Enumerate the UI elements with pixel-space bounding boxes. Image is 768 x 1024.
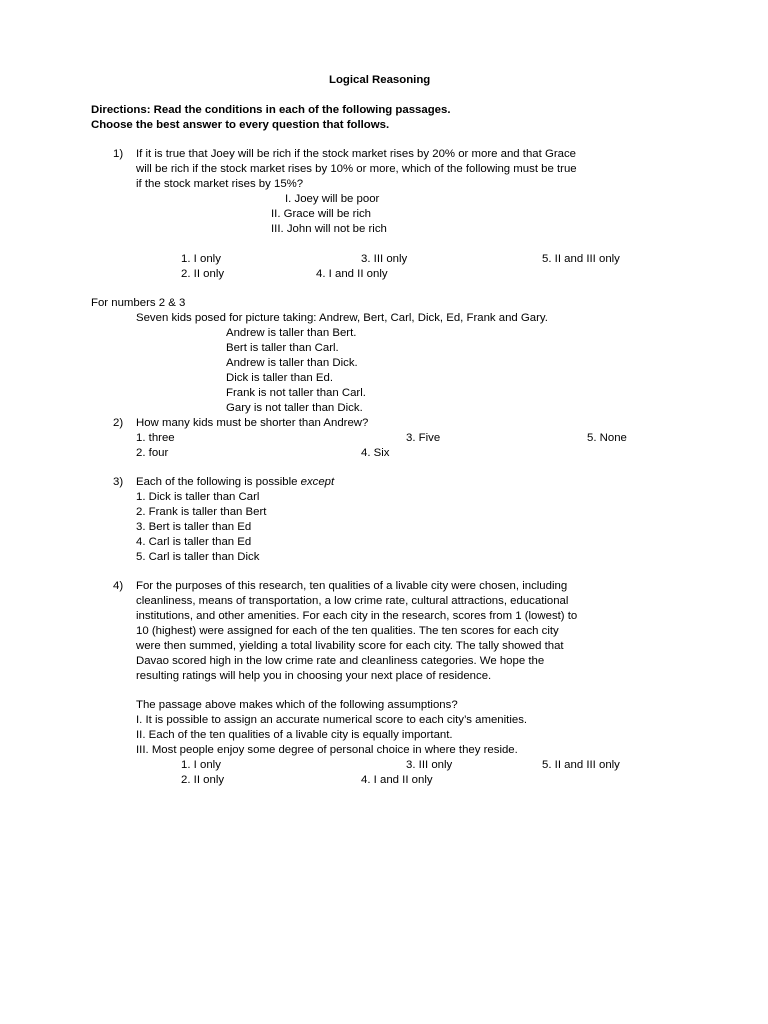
q4-number: 4) [113, 580, 124, 592]
q1-choice: 5. II and III only [542, 253, 620, 265]
q3-number: 3) [113, 476, 124, 488]
q3-choice: 2. Frank is taller than Bert [136, 506, 267, 518]
q4-question: The passage above makes which of the following assumptions? [136, 699, 458, 711]
q4-passage-line: cleanliness, means of transportation, a low crime rate, cultural attractions, educational [136, 595, 569, 607]
q4-passage-line: resulting ratings will help you in choosing your next place of residence. [136, 670, 492, 682]
q3-choice: 1. Dick is taller than Carl [136, 491, 260, 503]
q4-choice: 4. I and II only [361, 774, 433, 786]
condition-line: Bert is taller than Carl. [226, 342, 339, 354]
q2-choice: 2. four [136, 447, 169, 459]
directions-line-1: Directions: Read the conditions in each of the following passages. [91, 104, 451, 116]
q3-choice: 4. Carl is taller than Ed [136, 536, 252, 548]
q4-passage-line: 10 (highest) were assigned for each of the ten qualities. The ten scores for each city [136, 625, 559, 637]
q3-choice: 3. Bert is taller than Ed [136, 521, 252, 533]
q1-statement: III. John will not be rich [271, 223, 387, 235]
q4-statement: I. It is possible to assign an accurate numerical score to each city’s amenities. [136, 714, 528, 726]
q1-choice: 4. I and II only [316, 268, 388, 280]
q4-passage-line: institutions, and other amenities. For each city in the research, scores from 1 (lowest) to [136, 610, 578, 622]
condition-line: Andrew is taller than Bert. [226, 327, 357, 339]
q3-text [136, 475, 334, 490]
q4-choice: 3. III only [406, 759, 453, 771]
set-intro: Seven kids posed for picture taking: Andrew, Bert, Carl, Dick, Ed, Frank and Gary. [136, 312, 548, 324]
q4-statement: III. Most people enjoy some degree of personal choice in where they reside. [136, 744, 518, 756]
condition-line: Gary is not taller than Dick. [226, 402, 363, 414]
q4-passage-line: were then summed, yielding a total livability score for each city. The tally showed that [136, 640, 564, 652]
q3-choice: 5. Carl is taller than Dick [136, 551, 260, 563]
q2-choice: 5. None [587, 432, 627, 444]
q1-choice: 3. III only [361, 253, 408, 265]
q1-statement: II. Grace will be rich [271, 208, 372, 220]
q2-choice: 4. Six [361, 447, 390, 459]
page-title: Logical Reasoning [329, 74, 431, 86]
q2-choice: 3. Five [406, 432, 441, 444]
q3-text-italic: except [300, 476, 335, 488]
q1-text-line: if the stock market rises by 15%? [136, 178, 304, 190]
q4-choice: 2. II only [181, 774, 225, 786]
q4-passage-line: Davao scored high in the low crime rate and cleanliness categories. We hope the [136, 655, 545, 667]
set-heading: For numbers 2 & 3 [91, 297, 186, 309]
condition-line: Dick is taller than Ed. [226, 372, 333, 384]
q4-statement: II. Each of the ten qualities of a livable city is equally important. [136, 729, 453, 741]
q1-choice: 2. II only [181, 268, 225, 280]
q2-text: How many kids must be shorter than Andrew? [136, 417, 369, 429]
condition-line: Frank is not taller than Carl. [226, 387, 366, 399]
q1-number: 1) [113, 148, 124, 160]
q2-choice: 1. three [136, 432, 175, 444]
q4-choice: 5. II and III only [542, 759, 620, 771]
q1-text-line: If it is true that Joey will be rich if the stock market rises by 20% or more and that Grace [136, 148, 576, 160]
directions-line-2: Choose the best answer to every question that follows. [91, 119, 390, 131]
q4-passage-line: For the purposes of this research, ten qualities of a livable city were chosen, including [136, 580, 568, 592]
q2-number: 2) [113, 417, 124, 429]
q1-choice: 1. I only [181, 253, 221, 265]
condition-line: Andrew is taller than Dick. [226, 357, 358, 369]
q1-text-line: will be rich if the stock market rises by 10% or more, which of the following must be true [136, 163, 577, 175]
q4-choice: 1. I only [181, 759, 221, 771]
q3-text-main: Each of the following is possible [136, 476, 301, 488]
q1-statement: I. Joey will be poor [285, 193, 380, 205]
